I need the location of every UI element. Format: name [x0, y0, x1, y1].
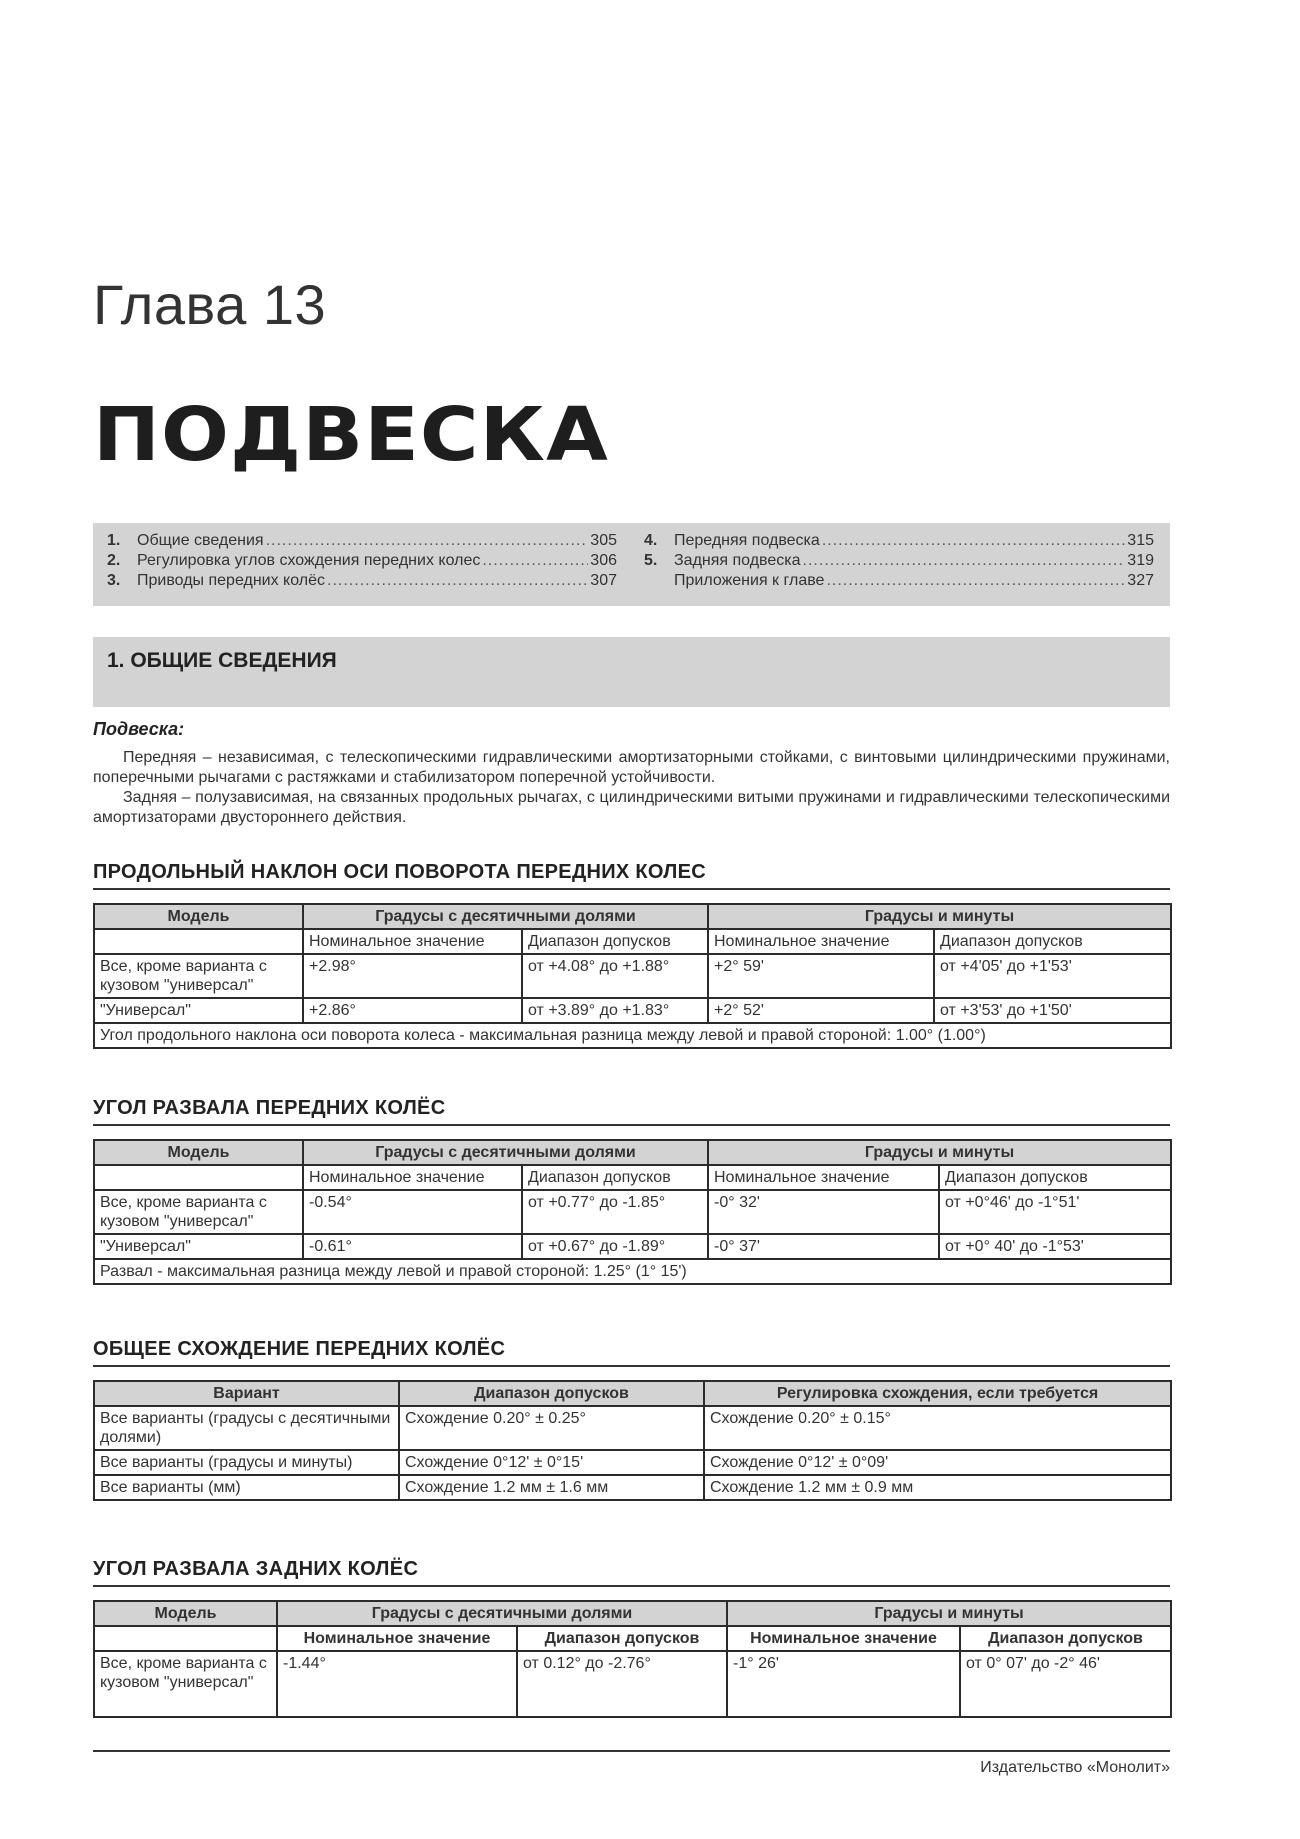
column-header: Градусы с десятичными долями: [277, 1601, 727, 1626]
table-row: [94, 998, 1171, 1023]
column-subheader: Номинальное значение: [708, 1165, 939, 1190]
column-header: Вариант: [94, 1381, 399, 1406]
leader-dots: [826, 572, 1125, 590]
table-note-row: [94, 1259, 1171, 1284]
paragraph-front: [93, 748, 1170, 788]
contents-item[interactable]: [107, 552, 617, 572]
table-cell: Схождение 0°12' ± 0°15': [399, 1450, 704, 1475]
table-cell: Схождение 0°12' ± 0°09': [704, 1450, 1171, 1475]
contents-item-number: 5.: [644, 552, 658, 569]
table4-title: УГОЛ РАЗВАЛА ЗАДНИХ КОЛЁС: [93, 1558, 419, 1580]
table-cell: Все варианты (градусы с десятичными долями): [94, 1406, 399, 1450]
column-subheader: Номинальное значение: [303, 929, 522, 954]
table-header-row: [94, 1381, 1171, 1406]
table-cell: от +0° 40' до -1°53': [939, 1234, 1171, 1259]
column-subheader: Диапазон допусков: [522, 929, 708, 954]
table-cell: от +4.08° до +1.88°: [522, 954, 708, 998]
chapter-contents: [93, 523, 1170, 606]
leader-dots: [803, 552, 1126, 570]
table-cell: -0.54°: [303, 1190, 522, 1234]
footer-rule: [93, 1750, 1170, 1752]
table-subheader-row: [94, 1626, 1171, 1651]
table-cell: [94, 929, 303, 954]
table-row: [94, 1651, 1171, 1717]
table-row: [94, 954, 1171, 998]
table-cell: Схождение 0.20° ± 0.25°: [399, 1406, 704, 1450]
contents-item-page: 306: [590, 552, 617, 569]
leader-dots: [327, 572, 588, 590]
table-cell: от +4'05' до +1'53': [934, 954, 1171, 998]
contents-item-page: 327: [1127, 572, 1154, 589]
front-camber-table: [93, 1139, 1172, 1285]
subsection-lead: Подвеска:: [93, 719, 185, 739]
contents-item-number: 3.: [107, 572, 121, 589]
column-subheader: Диапазон допусков: [522, 1165, 708, 1190]
column-header: Модель: [94, 904, 303, 929]
contents-column-right: [644, 532, 1154, 592]
contents-item-title: Передняя подвеска: [674, 532, 820, 549]
table-cell: Схождение 1.2 мм ± 0.9 мм: [704, 1475, 1171, 1500]
table-header-row: [94, 1601, 1171, 1626]
table-row: [94, 1234, 1171, 1259]
table-header-row: [94, 904, 1171, 929]
table2-title: УГОЛ РАЗВАЛА ПЕРЕДНИХ КОЛЁС: [93, 1097, 446, 1119]
contents-item-number: 1.: [107, 532, 121, 549]
column-header: Градусы с десятичными долями: [303, 904, 708, 929]
table-cell: -0.61°: [303, 1234, 522, 1259]
column-header: Модель: [94, 1601, 277, 1626]
table3-title: ОБЩЕЕ СХОЖДЕНИЕ ПЕРЕДНИХ КОЛЁС: [93, 1338, 506, 1360]
paragraph-rear-text: Задняя – полузависимая, на связанных продольных рычагах, с цилиндрическими витыми пружинами и гидравлическими телескопическими амортизаторами двустороннего действия.: [93, 789, 1170, 826]
table-cell: от +0°46' до -1°51': [939, 1190, 1171, 1234]
table-row: [94, 1475, 1171, 1500]
table-cell: Все, кроме варианта с кузовом "универсал": [94, 1190, 303, 1234]
caster-table: [93, 903, 1172, 1049]
table-cell: от +0.67° до -1.89°: [522, 1234, 708, 1259]
table-note: Угол продольного наклона оси поворота колеса - максимальная разница между левой и правой стороной: 1.00° (1.00°): [94, 1023, 1171, 1048]
table-cell: от +0.77° до -1.85°: [522, 1190, 708, 1234]
table2-rule: [93, 1124, 1170, 1126]
table-note-row: [94, 1023, 1171, 1048]
contents-column-left: [107, 532, 617, 592]
column-subheader: Диапазон допусков: [939, 1165, 1171, 1190]
column-header: Градусы и минуты: [708, 1140, 1171, 1165]
column-subheader: Номинальное значение: [708, 929, 934, 954]
table-row: [94, 1450, 1171, 1475]
table-cell: Все варианты (мм): [94, 1475, 399, 1500]
column-header: Градусы и минуты: [708, 904, 1171, 929]
column-header: Градусы с десятичными долями: [303, 1140, 708, 1165]
contents-item-title: Задняя подвеска: [674, 552, 801, 569]
table-row: [94, 1190, 1171, 1234]
rear-camber-table: [93, 1600, 1172, 1718]
table-cell: Все варианты (градусы и минуты): [94, 1450, 399, 1475]
table-cell: Все, кроме варианта с кузовом "универсал": [94, 954, 303, 998]
table-cell: -0° 37': [708, 1234, 939, 1259]
table-cell: "Универсал": [94, 1234, 303, 1259]
leader-dots: [822, 532, 1125, 550]
chapter-title: ПОДВЕСКА: [93, 392, 609, 478]
table1-rule: [93, 888, 1170, 890]
contents-item-title: Приложения к главе: [674, 572, 825, 589]
contents-item[interactable]: [644, 572, 1154, 592]
leader-dots: [482, 552, 588, 570]
table-cell: -1° 26': [727, 1651, 960, 1717]
column-subheader: Диапазон допусков: [517, 1626, 727, 1651]
table-cell: -0° 32': [708, 1190, 939, 1234]
contents-item[interactable]: [107, 572, 617, 592]
contents-item-title: Регулировка углов схождения передних колес: [137, 552, 481, 569]
contents-item-page: 315: [1127, 532, 1154, 549]
table-cell: от 0.12° до -2.76°: [517, 1651, 727, 1717]
section-header: [93, 637, 1170, 707]
table-subheader-row: [94, 1165, 1171, 1190]
leader-dots: [266, 532, 589, 550]
column-subheader: Номинальное значение: [303, 1165, 522, 1190]
contents-item-number: 2.: [107, 552, 121, 569]
table-subheader-row: [94, 929, 1171, 954]
contents-item-title: Приводы передних колёс: [137, 572, 326, 589]
table1-title: ПРОДОЛЬНЫЙ НАКЛОН ОСИ ПОВОРОТА ПЕРЕДНИХ КОЛЕС: [93, 861, 706, 883]
column-header: Регулировка схождения, если требуется: [704, 1381, 1171, 1406]
contents-item-page: 319: [1127, 552, 1154, 569]
table-cell: +2° 52': [708, 998, 934, 1023]
toe-table: [93, 1380, 1172, 1501]
column-subheader: Номинальное значение: [727, 1626, 960, 1651]
publisher-credit: Издательство «Монолит»: [980, 1759, 1170, 1776]
table-cell: от +3'53' до +1'50': [934, 998, 1171, 1023]
table-row: [94, 1406, 1171, 1450]
column-subheader: Диапазон допусков: [960, 1626, 1171, 1651]
table-cell: Все, кроме варианта с кузовом "универсал": [94, 1651, 277, 1717]
paragraph-front-text: Передняя – независимая, с телескопическими гидравлическими амортизаторными стойками, с винтовыми цилиндрическими пружинами, поперечными рычагами с растяжками и стабилизатором поперечной устойчивости.: [93, 749, 1170, 786]
contents-item-number: 4.: [644, 532, 658, 549]
table-cell: -1.44°: [277, 1651, 517, 1717]
table-cell: Схождение 1.2 мм ± 1.6 мм: [399, 1475, 704, 1500]
table-note: Развал - максимальная разница между левой и правой стороной: 1.25° (1° 15'): [94, 1259, 1171, 1284]
contents-item-title: Общие сведения: [137, 532, 264, 549]
table-cell: +2° 59': [708, 954, 934, 998]
column-header: Градусы и минуты: [727, 1601, 1171, 1626]
contents-item-page: 305: [590, 532, 617, 549]
column-subheader: Номинальное значение: [277, 1626, 517, 1651]
table-cell: от +3.89° до +1.83°: [522, 998, 708, 1023]
table-cell: [94, 1626, 277, 1651]
table-cell: [94, 1165, 303, 1190]
contents-item[interactable]: [644, 552, 1154, 572]
table-cell: +2.86°: [303, 998, 522, 1023]
chapter-label: Глава 13: [93, 273, 327, 336]
table3-rule: [93, 1365, 1170, 1367]
contents-item-page: 307: [590, 572, 617, 589]
table-cell: от 0° 07' до -2° 46': [960, 1651, 1171, 1717]
paragraph-rear: [93, 788, 1170, 828]
column-subheader: Диапазон допусков: [934, 929, 1171, 954]
section-heading: 1. ОБЩИЕ СВЕДЕНИЯ: [107, 649, 337, 672]
table-cell: +2.98°: [303, 954, 522, 998]
table-cell: "Универсал": [94, 998, 303, 1023]
contents-item[interactable]: [644, 532, 1154, 552]
column-header: Диапазон допусков: [399, 1381, 704, 1406]
contents-item[interactable]: [107, 532, 617, 552]
table-cell: Схождение 0.20° ± 0.15°: [704, 1406, 1171, 1450]
column-header: Модель: [94, 1140, 303, 1165]
table4-rule: [93, 1585, 1170, 1587]
table-header-row: [94, 1140, 1171, 1165]
